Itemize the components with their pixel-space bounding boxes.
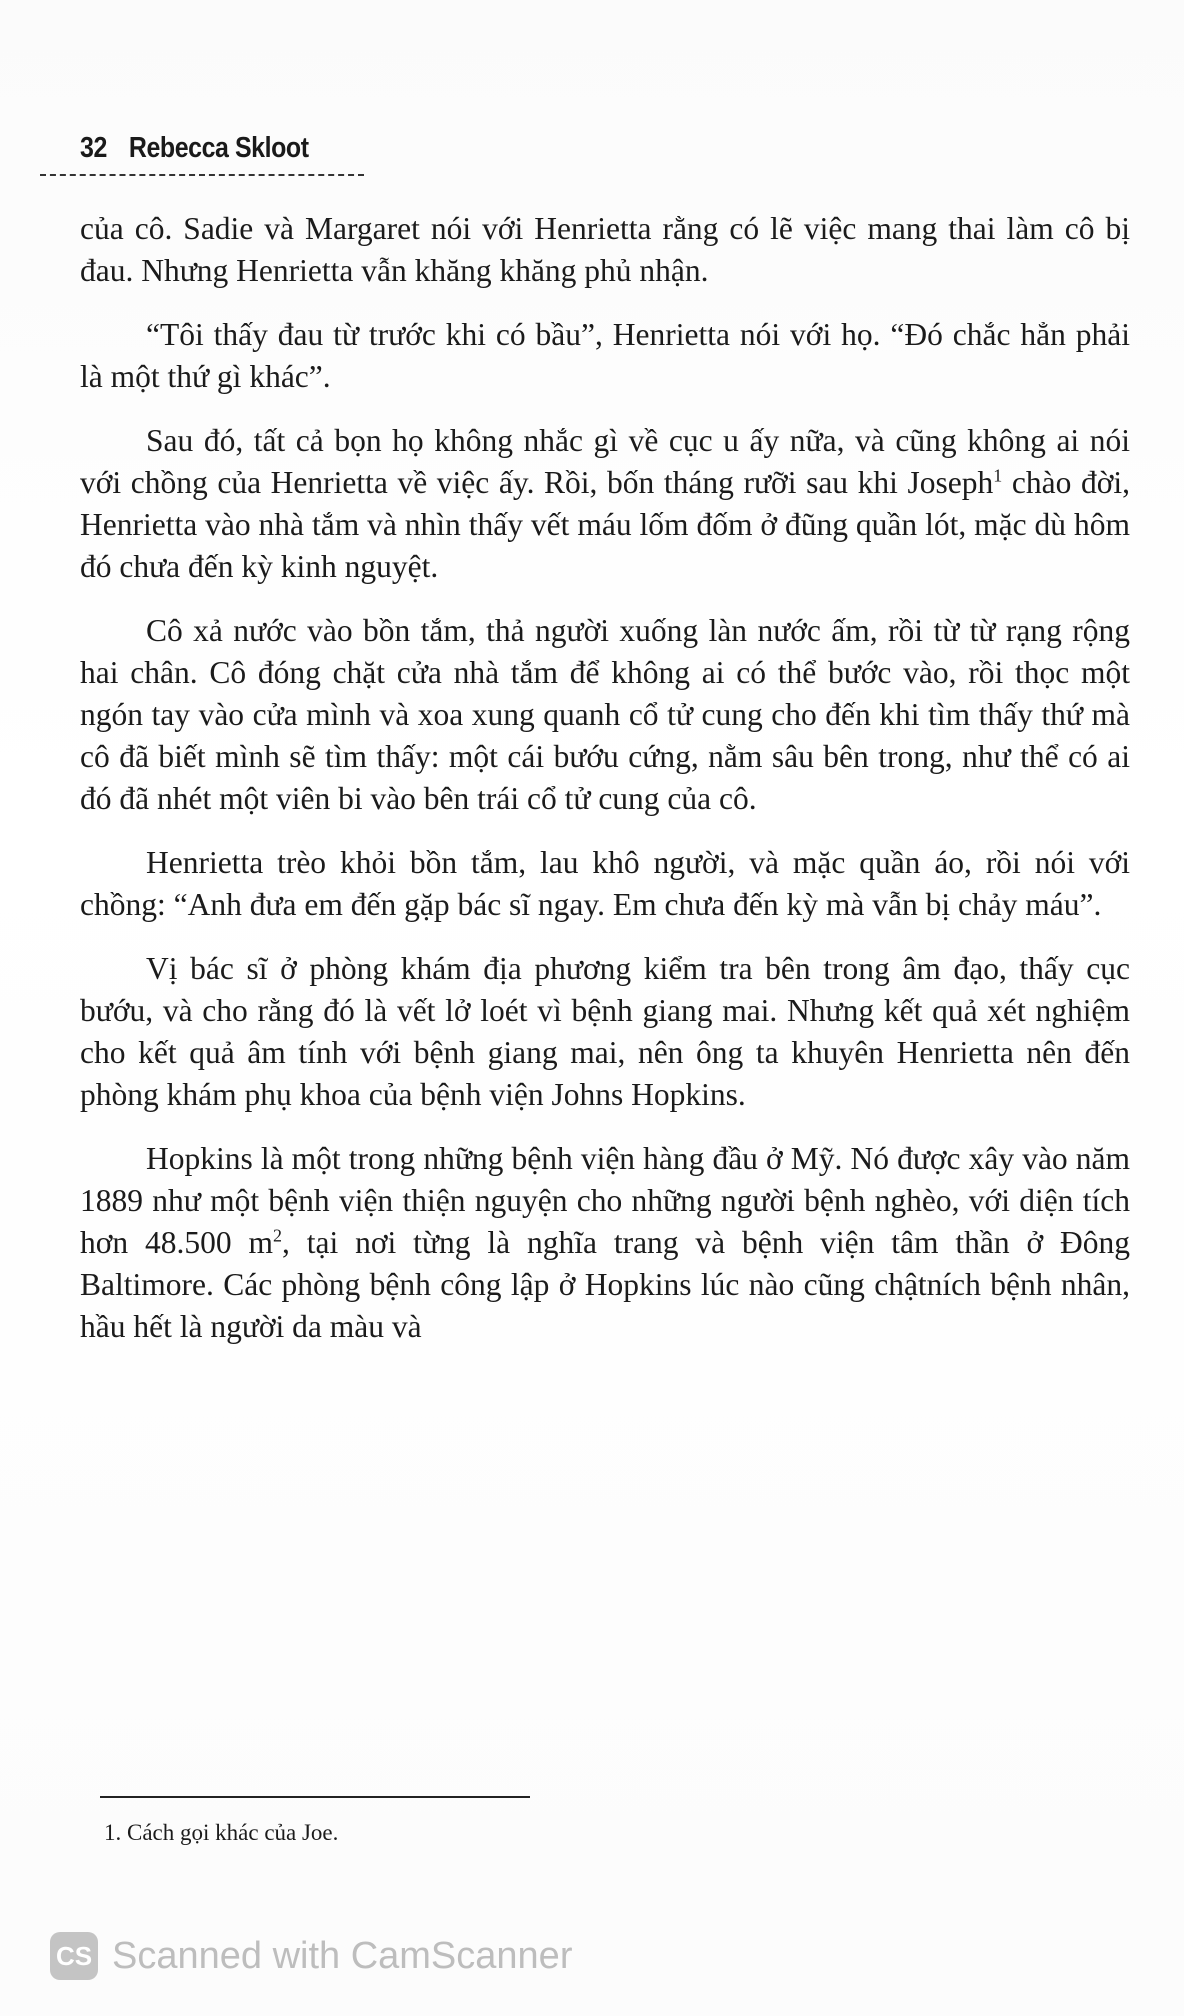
camscanner-logo-icon: CS bbox=[50, 1932, 98, 1980]
paragraph: “Tôi thấy đau từ trước khi có bầu”, Henrietta nói với họ. “Đó chắc hẳn phải là một thứ gì khác”. bbox=[80, 317, 1130, 394]
paragraph-text: Hopkins là một trong những bệnh viện hàng đầu ở Mỹ. Nó được xây vào năm 1889 như một bệnh viện thiện nguyện cho những người bệnh nghèo, với diện tích hơn 48.500 m bbox=[80, 1141, 1130, 1260]
camscanner-watermark bbox=[50, 1932, 572, 1980]
paragraph: Henrietta trèo khỏi bồn tắm, lau khô người, và mặc quần áo, rồi nói với chồng: “Anh đưa em đến gặp bác sĩ ngay. Em chưa đến kỳ mà vẫn bị chảy máu”. bbox=[80, 845, 1130, 922]
header-dashed-rule bbox=[40, 174, 364, 176]
footnote: 1. Cách gọi khác của Joe. bbox=[104, 1820, 339, 1845]
running-header bbox=[80, 132, 309, 165]
paragraph bbox=[80, 1138, 1130, 1348]
footnote-marker: 1 bbox=[993, 465, 1003, 486]
paragraph: Vị bác sĩ ở phòng khám địa phương kiểm tra bên trong âm đạo, thấy cục bướu, và cho rằng đó là vết lở loét vì bệnh giang mai. Nhưng kết quả xét nghiệm cho kết quả âm tính với bệnh giang mai, nên ông ta khuyên Henrietta nên đến phòng khám phụ khoa của bệnh viện Johns Hopkins. bbox=[80, 951, 1130, 1112]
paragraph: Cô xả nước vào bồn tắm, thả người xuống làn nước ấm, rồi từ từ rạng rộng hai chân. Cô đóng chặt cửa nhà tắm để không ai có thể bước vào, rồi thọc một ngón tay vào cửa mình và xoa xung quanh cổ tử cung cho đến khi tìm thấy thứ mà cô đã biết mình sẽ tìm thấy: một cái bướu cứng, nằm sâu bên trong, như thể có ai đó đã nhét một viên bi vào bên trái cổ tử cung của cô. bbox=[80, 613, 1130, 816]
footnote-rule bbox=[100, 1796, 530, 1798]
paragraph-text: Sau đó, tất cả bọn họ không nhắc gì về cục u ấy nữa, và cũng không ai nói với chồng của Henrietta về việc ấy. Rồi, bốn tháng rưỡi sau khi Joseph bbox=[80, 423, 1130, 500]
watermark-text: Scanned with CamScanner bbox=[112, 1934, 573, 1977]
page-number: 32 bbox=[80, 132, 107, 164]
paragraph bbox=[80, 420, 1130, 588]
paragraph: của cô. Sadie và Margaret nói với Henrietta rằng có lẽ việc mang thai làm cô bị đau. Nhưng Henrietta vẫn khăng khăng phủ nhận. bbox=[80, 211, 1130, 288]
superscript: 2 bbox=[273, 1225, 283, 1246]
body-text bbox=[80, 208, 1130, 1370]
paragraph-text: , tại nơi từng là nghĩa trang và bệnh viện tâm thần ở Đông Baltimore. Các phòng bệnh công lập ở Hopkins lúc nào cũng chậtních bệnh nhân, hầu hết là người da màu và bbox=[80, 1225, 1130, 1344]
author-name: Rebecca Skloot bbox=[128, 132, 309, 164]
paragraph-text: chào đời, Henrietta vào nhà tắm và nhìn thấy vết máu lốm đốm ở đũng quần lót, mặc dù hôm đó chưa đến kỳ kinh nguyệt. bbox=[80, 465, 1130, 584]
